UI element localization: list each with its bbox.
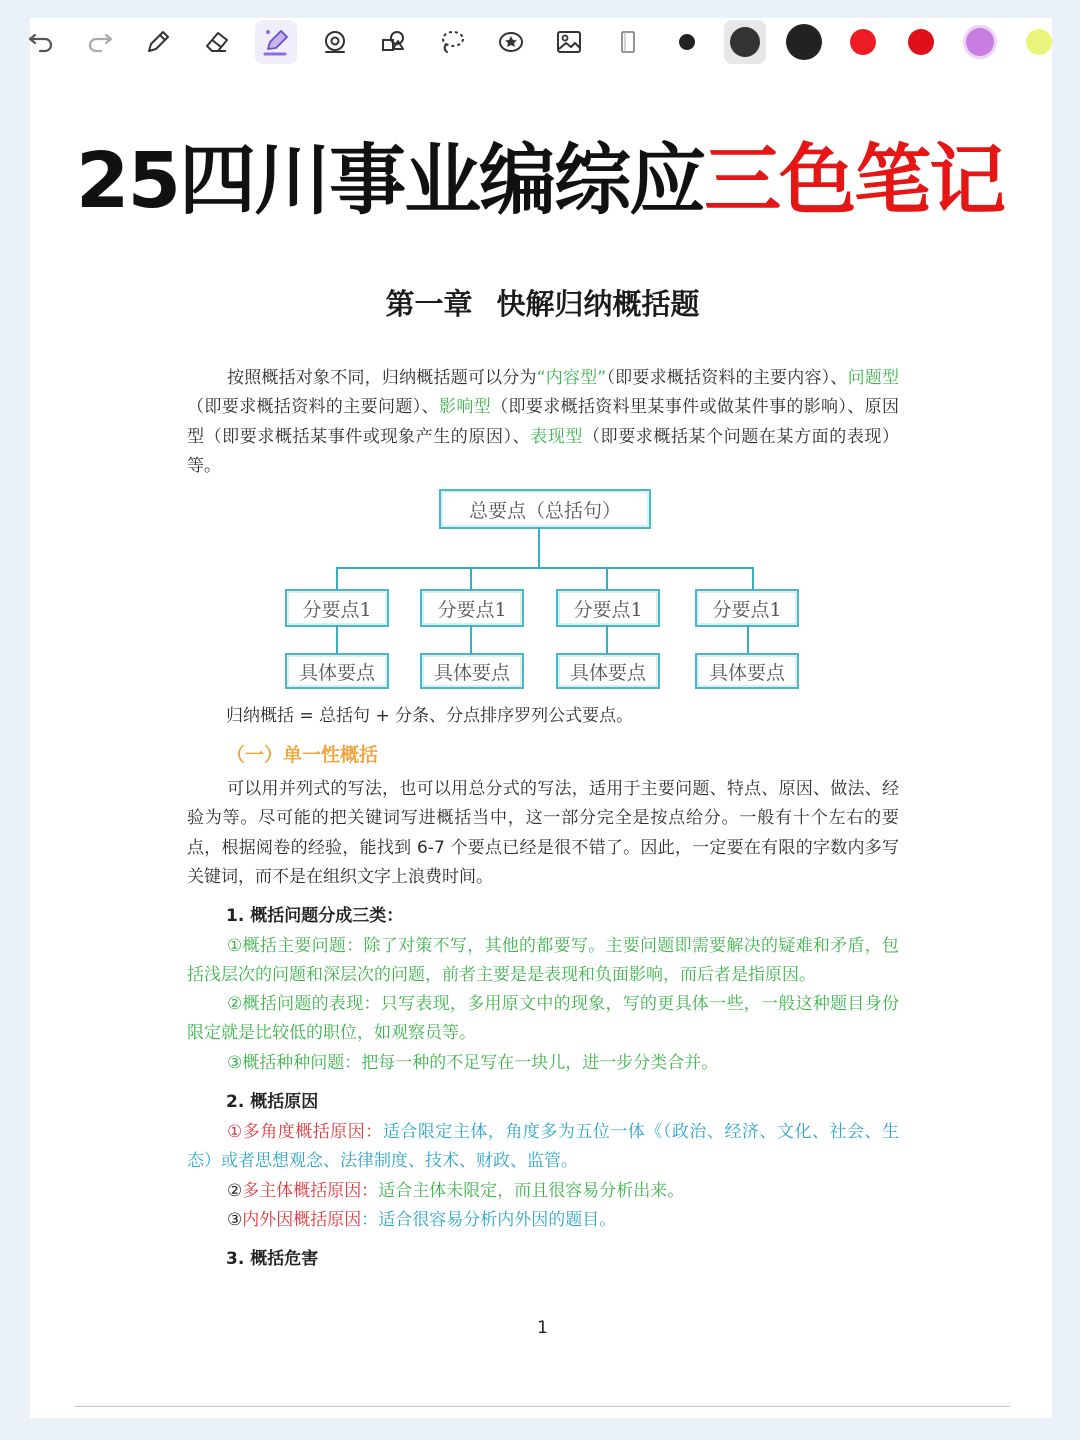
chapter-heading [0,282,1080,326]
cause-item [187,1118,899,1177]
stroke-dot-large [786,24,822,60]
undo-button[interactable] [20,20,62,64]
eraser-tool-button[interactable] [196,20,238,64]
problem-item: ①概括主要问题：除了对策不写，其他的都要写。主要问题即需要解决的疑难和矛盾，包括浅层次的问题和深层次的问题，前者主要是是表现和负面影响，而后者是指原因。 [187,936,899,986]
diagram-detail-node: 具体要点 [285,653,389,689]
section-paragraph: 可以用并列式的写法，也可以用总分式的写法，适用于主要问题、特点、原因、做法、经验为等。尽可能的把关键词写进概括当中，这一部分完全是按点给分。一般有十个左右的要点，根据阅卷的经验，能找到 6-7 个要点已经是很不错了。因此，一定要在有限的字数内多写关键词，而不是在组织文字上浪费时间。 [187,779,899,887]
chapter-title: 快解归纳概括题 [496,287,700,321]
color-swatch-red-1 [850,29,876,55]
highlighter-tool-button[interactable] [255,20,297,64]
intro-text-5: （即要求概括某个问题在某方面的表现）等。 [187,426,900,476]
cause-item [187,1177,899,1206]
chapter-number: 第一章 [385,287,473,321]
intro-type-problem: 问题型 [847,368,900,388]
banner-title [0,132,1080,232]
intro-text-2: （即要求概括资料的主要内容）、 [606,368,848,388]
cause-text: 适合限定主体，角度多为五位一体《（政治、经济、文化、社会、生态）或者思想观念、法律制度、技术、财政、监管。 [187,1122,900,1172]
cause-label: ①多角度概括原因： [227,1122,383,1142]
page-icon [613,27,643,57]
sticker-tool-button[interactable] [490,20,532,64]
summary-tree-diagram [280,485,810,695]
subheading-problems: 1. 概括问题分成三类： [226,906,404,926]
problem-item: ③概括种种问题：把每一种的不足写在一块儿，进一步分类合并。 [227,1053,719,1073]
diagram-connector [606,567,608,591]
pen-tool-button[interactable] [137,20,179,64]
cause-number: ② [227,1181,243,1201]
color-red-2[interactable] [900,20,942,64]
eraser-icon [202,27,232,57]
shape-tool-button[interactable] [313,20,355,64]
cause-number: ③ [227,1210,243,1230]
diagram-detail-node: 具体要点 [556,653,660,689]
diagram-connector [470,567,472,591]
intro-type-impact: 影响型 [439,397,492,418]
intro-paragraph [187,364,899,481]
image-icon [554,27,584,57]
subheading-causes: 2. 概括原因 [226,1092,319,1112]
color-violet[interactable] [959,20,1001,64]
stroke-size-small[interactable] [666,20,708,64]
cause-text: ：适合很容易分析内外因的题目。 [361,1210,617,1230]
annotation-toolbar [20,18,1060,66]
formula-line: 归纳概括 = 总括句 + 分条、分点排序罗列公式要点。 [226,706,634,726]
diagram-connector [747,625,749,653]
intro-text-1: 按照概括对象不同，归纳概括题可以分为 [227,368,537,388]
diagram-detail-node: 具体要点 [420,653,524,689]
redo-icon [85,27,115,57]
color-swatch-red-2 [908,29,934,55]
stamp-tool-button[interactable] [372,20,414,64]
stroke-dot-small [679,34,695,50]
pen-icon [143,27,173,57]
diagram-sub-node: 分要点1 [420,589,524,627]
diagram-sub-node: 分要点1 [556,589,660,627]
intro-text-3: （即要求概括资料的主要问题）、 [187,397,439,418]
intro-type-manifestation: 表现型 [530,426,584,447]
problem-item: ②概括问题的表现：只写表现，多用原文中的现象，写的更具体一些，一般这种题目身份限定就是比较低的职位，如观察员等。 [187,994,899,1044]
shape-icon [320,27,350,57]
diagram-sub-node: 分要点1 [285,589,389,627]
cause-label: 多主体概括原因： [242,1181,379,1201]
cause-text: 适合主体未限定，而且很容易分析出来。 [378,1181,685,1201]
sticker-icon [496,27,526,57]
stamp-icon [378,27,408,57]
stroke-size-large[interactable] [783,20,825,64]
intro-type-content: “内容型” [536,368,607,388]
page-number: 1 [537,1318,548,1338]
diagram-connector [336,567,754,569]
redo-button[interactable] [79,20,121,64]
banner-title-red: 三色笔记 [704,137,1005,226]
page-tool-button[interactable] [607,20,649,64]
diagram-connector [470,625,472,653]
cause-item [187,1206,899,1235]
stroke-dot-medium [730,27,760,57]
lasso-icon [437,27,467,57]
lasso-tool-button[interactable] [431,20,473,64]
diagram-detail-node: 具体要点 [695,653,799,689]
stroke-size-medium[interactable] [724,20,766,64]
diagram-connector [606,625,608,653]
cause-label: 内外因概括原因 [242,1210,362,1230]
diagram-connector [336,567,338,591]
image-tool-button[interactable] [548,20,590,64]
color-lime[interactable] [1018,20,1060,64]
diagram-sub-node: 分要点1 [695,589,799,627]
highlighter-icon [261,27,291,57]
banner-title-black: 25四川事业编综应 [75,137,705,226]
diagram-connector [336,625,338,653]
color-swatch-violet [966,28,994,56]
section-heading-single: （一）单一性概括 [226,744,379,766]
diagram-top-node: 总要点（总括句） [439,489,651,529]
undo-icon [26,27,56,57]
color-swatch-lime [1026,29,1052,55]
intro-text-4: （即要求概括资料里某事件或做某件事的影响）、原因型（即要求概括某事件或现象产生的原因）、 [187,397,900,447]
diagram-connector [752,567,754,591]
page-bottom-divider [75,1406,1010,1407]
subheading-harm: 3. 概括危害 [226,1249,319,1269]
diagram-connector [538,527,540,567]
color-red-1[interactable] [842,20,884,64]
